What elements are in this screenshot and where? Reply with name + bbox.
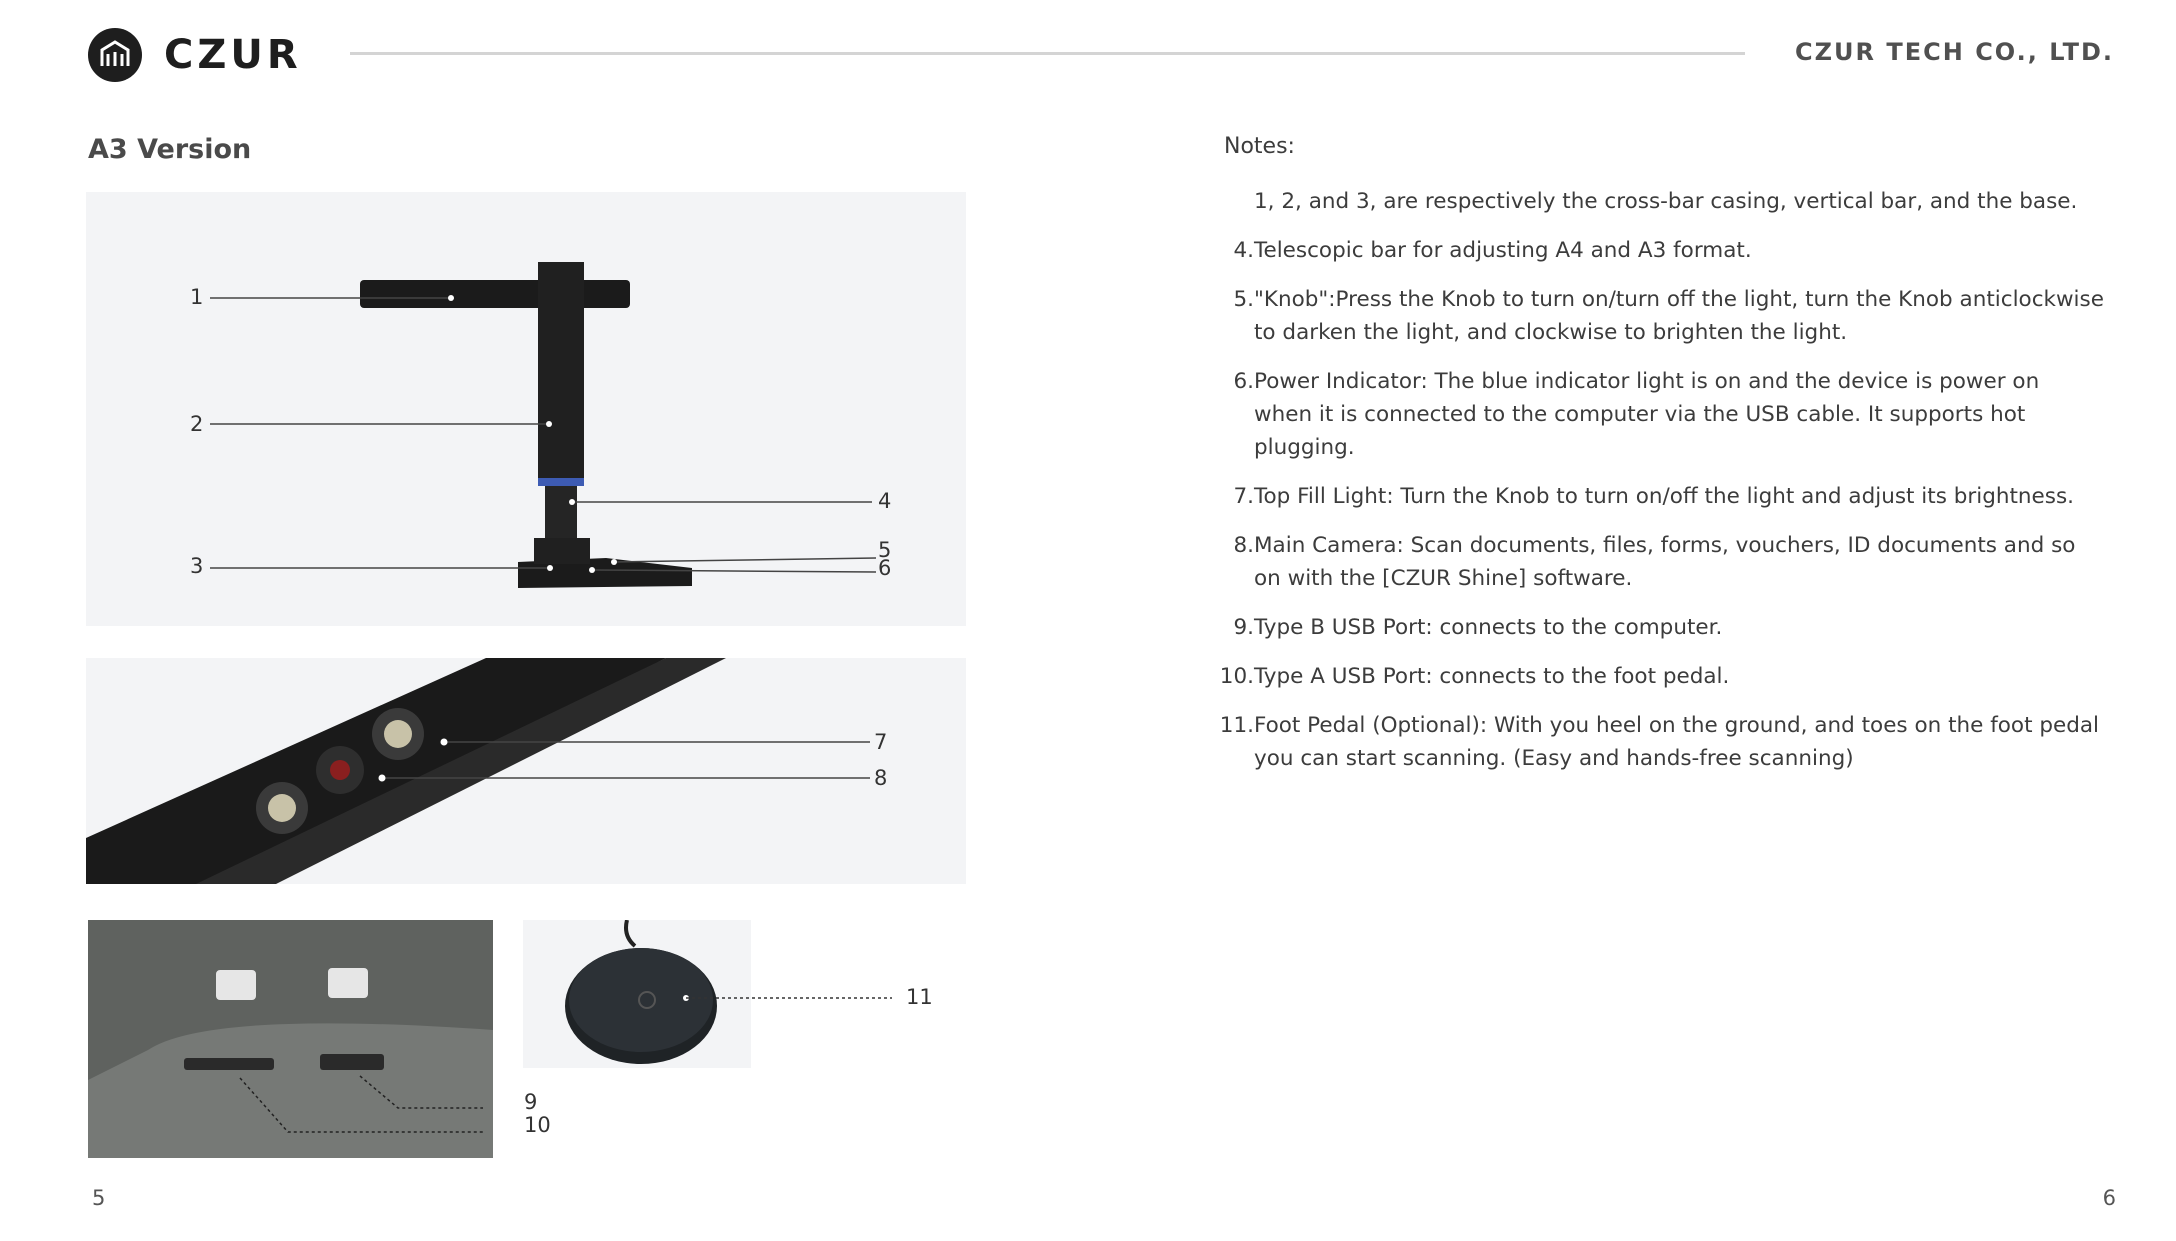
callout-3: 3 xyxy=(190,554,204,578)
page-number-right: 6 xyxy=(2102,1186,2116,1210)
callout-8: 8 xyxy=(874,766,888,790)
logo-text: CZUR xyxy=(164,32,302,78)
note-item: 7. Top Fill Light: Turn the Knob to turn on/off the light and adjust its brightness. xyxy=(1233,484,2074,509)
foot-pedal-illustration xyxy=(523,920,751,1068)
ports-illustration xyxy=(88,920,493,1158)
usb-ports-image xyxy=(88,920,493,1158)
note-item: 1, 2, and 3, are respectively the cross-bar casing, vertical bar, and the base. xyxy=(1254,189,2078,214)
note-item: 5. "Knob":Press the Knob to turn on/turn off the light, turn the Knob anticlockwise to darken the light, and clockwise to brighten the light. xyxy=(1233,287,2104,345)
callout-2: 2 xyxy=(190,412,204,436)
page-number-left: 5 xyxy=(92,1186,106,1210)
notes-section xyxy=(1219,134,2104,791)
note-item: 4. Telescopic bar for adjusting A4 and A3 format. xyxy=(1233,238,1752,263)
callout-5: 5 xyxy=(878,538,892,562)
callout-7: 7 xyxy=(874,730,888,754)
logo-mark-icon xyxy=(88,28,142,82)
company-name: CZUR TECH CO., LTD. xyxy=(1795,38,2114,66)
scanner-overview-image xyxy=(86,192,966,626)
callout-10: 10 xyxy=(524,1113,551,1137)
note-item: 10. Type A USB Port: connects to the foot pedal. xyxy=(1219,664,1730,689)
callout-1: 1 xyxy=(190,285,204,309)
note-item: 11. Foot Pedal (Optional): With you heel on the ground, and toes on the foot pedal you can start scanning. (Easy and hands-free scanning) xyxy=(1219,713,2100,771)
note-item: 9. Type B USB Port: connects to the computer. xyxy=(1233,615,1723,640)
camera-illustration xyxy=(86,658,966,884)
foot-pedal-image xyxy=(523,920,751,1068)
czur-logo xyxy=(88,28,302,80)
callout-9: 9 xyxy=(524,1090,538,1114)
section-title: A3 Version xyxy=(88,134,252,165)
notes-heading: Notes: xyxy=(1224,134,1295,159)
note-item: 6. Power Indicator: The blue indicator light is on and the device is power on when it is connected to the computer via the USB cable. It supports hot plugging. xyxy=(1233,369,2040,460)
camera-closeup-image xyxy=(86,658,966,884)
callout-6: 6 xyxy=(878,556,892,580)
scanner-illustration xyxy=(86,192,966,626)
header-divider xyxy=(350,52,1745,55)
note-item: 8. Main Camera: Scan documents, files, forms, vouchers, ID documents and so on with the [CZUR Shine] software. xyxy=(1233,533,2076,591)
callout-4: 4 xyxy=(878,489,892,513)
callout-11: 11 xyxy=(906,985,933,1009)
